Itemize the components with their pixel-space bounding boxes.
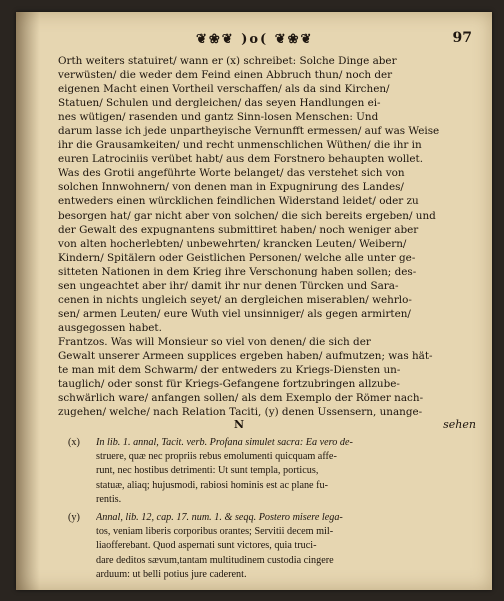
footnote-marker: (y) — [68, 512, 80, 524]
text-line: Orth weiters statuiret/ wann er (x) schreibet: Solche Dinge aber — [58, 55, 397, 67]
text-line: Kindern/ Spitälern oder Geistlichen Personen/ welche alle unter ge- — [58, 251, 416, 264]
text-line: schwärlich ware/ anfangen sollen/ als dem Exemplo der Römer nach- — [58, 392, 424, 405]
text-line: te man mit dem Schwarm/ der entweders zu Kriegs-Diensten un- — [58, 364, 401, 377]
footnote-line: struere, quæ nec propriis rebus emolumenti quicquam affe- — [96, 451, 337, 463]
footnote-line: dare deditos sævum,tantam multitudinem custodia cingere — [96, 554, 334, 566]
text-line: verwüsten/ die weder dem Feind einen Abbruch thun/ noch der — [58, 69, 393, 82]
main-text — [58, 54, 478, 419]
signature-row — [58, 418, 478, 432]
text-line: sitteten Nationen in dem Krieg ihre Verschonung haben sollen; des- — [58, 265, 417, 278]
footnote-line: liaofferebant. Quod aspernati sunt victores, quia truci- — [96, 540, 317, 552]
page-header — [56, 30, 480, 54]
footnote-line: In lib. 1. annal, Tacit. verb. Profana simulet sacra: Ea vero de- — [96, 437, 353, 448]
footnote-line: statuæ, aliaq; hujusmodi, rabiosi hominis est ac plane fu- — [96, 479, 329, 491]
text-line: Gewalt unserer Armeen supplices ergeben haben/ aufmutzen; was hät- — [58, 349, 433, 362]
text-line: von alten hocherlebten/ unbewehrten/ krancken Leuten/ Weibern/ — [58, 237, 407, 250]
header-ornament: ❦❀❦ )o( ❦❀❦ — [196, 32, 314, 47]
text-line: sen/ armen Leuten/ eure Wuth viel unsinniger/ als gegen armirten/ — [58, 307, 411, 320]
text-line: Frantzos. Was will Monsieur so viel von denen/ die sich der — [58, 335, 371, 348]
footnote-line: Annal, lib. 12, cap. 17. num. 1. & seqq. Postero misere lega- — [96, 512, 343, 524]
book-page — [16, 12, 492, 590]
text-line: sen ungeachtet aber ihr/ damit ihr nur denen Türcken und Sara- — [58, 279, 399, 292]
footnote-line: tos, veniam liberis corporibus orantes; Servitii decem mil- — [96, 526, 334, 538]
footnote — [68, 436, 480, 507]
text-line: besorgen hat/ gar nicht aber von solchen/ die sich bereits ergeben/ und — [58, 209, 436, 222]
text-line: Was des Grotii angeführte Worte belanget/ das verstehet sich von — [58, 167, 405, 180]
text-line: nes wütigen/ rasenden und gantz Sinn-losen Menschen: Und — [58, 111, 379, 124]
footnote-line: rentis. — [96, 493, 122, 505]
text-line: der Gewalt des expugnantens submittiret haben/ noch weniger aber — [58, 223, 419, 236]
footnote-line: arduum: ut belli potius jure caderent. — [96, 568, 247, 580]
text-line: darum lasse ich jede unpartheyische Vernunfft ermessen/ auf was Weise — [58, 125, 440, 138]
text-line: entweders einen würcklichen feindlichen Widerstand leidet/ oder zu — [58, 195, 419, 208]
footnote-line: runt, nec hostibus detrimenti: Ut sunt templa, porticus, — [96, 465, 319, 477]
text-line: Statuen/ Schulen und dergleichen/ das seyen Handlungen ei- — [58, 97, 381, 110]
text-line: tauglich/ oder sonst für Kriegs-Gefangene fortzubringen allzube- — [58, 378, 400, 391]
footnote-marker: (x) — [68, 437, 80, 448]
footnote — [68, 511, 480, 582]
text-line: euren Latrociniis verübet habt/ aus dem Forstnero behaupten wollet. — [58, 153, 424, 166]
page-gutter-shadow — [16, 12, 40, 590]
text-line: eigenen Macht einen Vortheil verschaffen/ als da sind Kirchen/ — [58, 83, 390, 96]
page-number: 97 — [452, 30, 472, 46]
text-line: zugehen/ welche/ nach Relation Taciti, (y) denen Ussensern, unange- — [58, 406, 423, 419]
text-line: cenen in nichts ungleich seyet/ an dergleichen miserablen/ wehrlo- — [58, 293, 412, 306]
signature-mark: N — [234, 418, 245, 431]
text-line: ihr die Grausamkeiten/ und recht unmenschlichen Wüthen/ die ihr in — [58, 139, 422, 152]
text-line: ausgegossen habet. — [58, 321, 162, 334]
catchword: sehen — [443, 418, 476, 431]
footnotes — [68, 436, 480, 586]
text-line: solchen Innwohnern/ von denen man in Expugnirung des Landes/ — [58, 181, 404, 194]
